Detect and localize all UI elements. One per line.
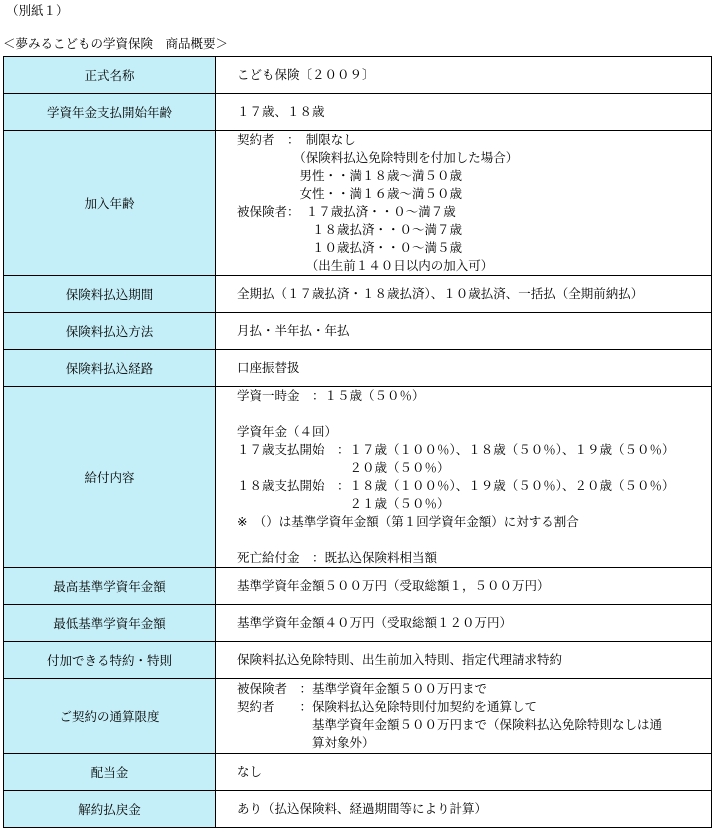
product-summary-table [3, 56, 712, 828]
row-label: 保険料払込期間 [4, 276, 216, 313]
value-line: １８歳払済・・０～満７歳 [237, 222, 463, 237]
value-line: 被保険者： １７歳払済・・０～満７歳 [237, 204, 456, 219]
value-line: 学資年金（４回） [237, 424, 338, 439]
row-premium-period [4, 276, 712, 313]
row-entry-age [4, 131, 712, 276]
row-value [216, 57, 712, 94]
value-line: 基準学資年金額５００万円まで（保険料払込免除特則なしは通 [237, 717, 663, 732]
row-value [216, 605, 712, 642]
value-line: なし [237, 764, 263, 779]
row-label: 付加できる特約・特則 [4, 642, 216, 679]
attachment-note: （別紙１） [6, 3, 69, 18]
row-value [216, 387, 712, 568]
value-line: 契約者 ： 制限なし [237, 132, 356, 147]
value-line: 契約者 ：保険料払込免除特則付加契約を通算して [237, 699, 538, 714]
row-benefit-content [4, 387, 712, 568]
row-aggregate-limit [4, 679, 712, 754]
row-label: 最低基準学資年金額 [4, 605, 216, 642]
row-dividend [4, 754, 712, 791]
value-line: 月払・半年払・年払 [237, 323, 350, 338]
row-label: 加入年齢 [4, 131, 216, 276]
row-label: 学資年金支払開始年齢 [4, 94, 216, 131]
value-line: ２０歳（５０％） [237, 460, 450, 475]
row-label: 最高基準学資年金額 [4, 568, 216, 605]
value-line [237, 405, 711, 423]
value-line: 保険料払込免除特則、出生前加入特則、指定代理請求特約 [237, 652, 563, 667]
value-line: こども保険〔２００９〕 [237, 67, 375, 82]
value-line: １７歳支払開始 ：１７歳（１００％）、１８歳（５０％）、１９歳（５０％） [237, 442, 675, 457]
row-value [216, 131, 712, 276]
value-line: 被保険者 ：基準学資年金額５００万円まで [237, 681, 488, 696]
row-label: 給付内容 [4, 387, 216, 568]
value-line: （出生前１４０日以内の加入可） [237, 258, 494, 273]
value-line: 死亡給付金 ：既払込保険料相当額 [237, 550, 438, 565]
row-value [216, 679, 712, 754]
row-label: 保険料払込経路 [4, 350, 216, 387]
row-value [216, 642, 712, 679]
value-line: 算対象外） [237, 735, 375, 750]
row-label: 正式名称 [4, 57, 216, 94]
row-surrender-value [4, 791, 712, 828]
row-value [216, 313, 712, 350]
value-line: １７歳、１８歳 [237, 104, 325, 119]
value-line: あり（払込保険料、経過期間等により計算） [237, 801, 488, 816]
row-label: 配当金 [4, 754, 216, 791]
value-line: 男性・・満１８歳～満５０歳 [237, 168, 463, 183]
value-line: 口座振替扱 [237, 360, 300, 375]
value-line: １０歳払済・・０～満５歳 [237, 240, 463, 255]
value-line: 基準学資年金額４０万円（受取総額１２０万円） [237, 615, 513, 630]
value-line: １８歳支払開始 ：１８歳（１００％）、１９歳（５０％）、２０歳（５０％） [237, 478, 675, 493]
row-max-annuity [4, 568, 712, 605]
row-value [216, 94, 712, 131]
value-line [237, 531, 711, 549]
value-line: 女性・・満１６歳～満５０歳 [237, 186, 463, 201]
value-line: 基準学資年金額５００万円（受取総額１，５００万円） [237, 578, 550, 593]
value-line: （保険料払込免除特則を付加した場合） [237, 150, 519, 165]
row-annuity-start-age [4, 94, 712, 131]
row-premium-method [4, 313, 712, 350]
value-line: ２１歳（５０％） [237, 496, 450, 511]
row-formal-name [4, 57, 712, 94]
value-line: 全期払（１７歳払済・１８歳払済）、１０歳払済、一括払（全期前納払） [237, 286, 644, 301]
document-title: ＜夢みるこどもの学資保険 商品概要＞ [3, 36, 229, 51]
row-label: 保険料払込方法 [4, 313, 216, 350]
row-value [216, 568, 712, 605]
row-min-annuity [4, 605, 712, 642]
row-value [216, 350, 712, 387]
value-line: ※ （）は基準学資年金額（第１回学資年金額）に対する割合 [237, 514, 579, 529]
row-label: 解約払戻金 [4, 791, 216, 828]
row-premium-route [4, 350, 712, 387]
row-value [216, 276, 712, 313]
value-line: 学資一時金 ：１５歳（５０％） [237, 388, 425, 403]
row-value [216, 754, 712, 791]
row-riders [4, 642, 712, 679]
row-value [216, 791, 712, 828]
row-label: ご契約の通算限度 [4, 679, 216, 754]
